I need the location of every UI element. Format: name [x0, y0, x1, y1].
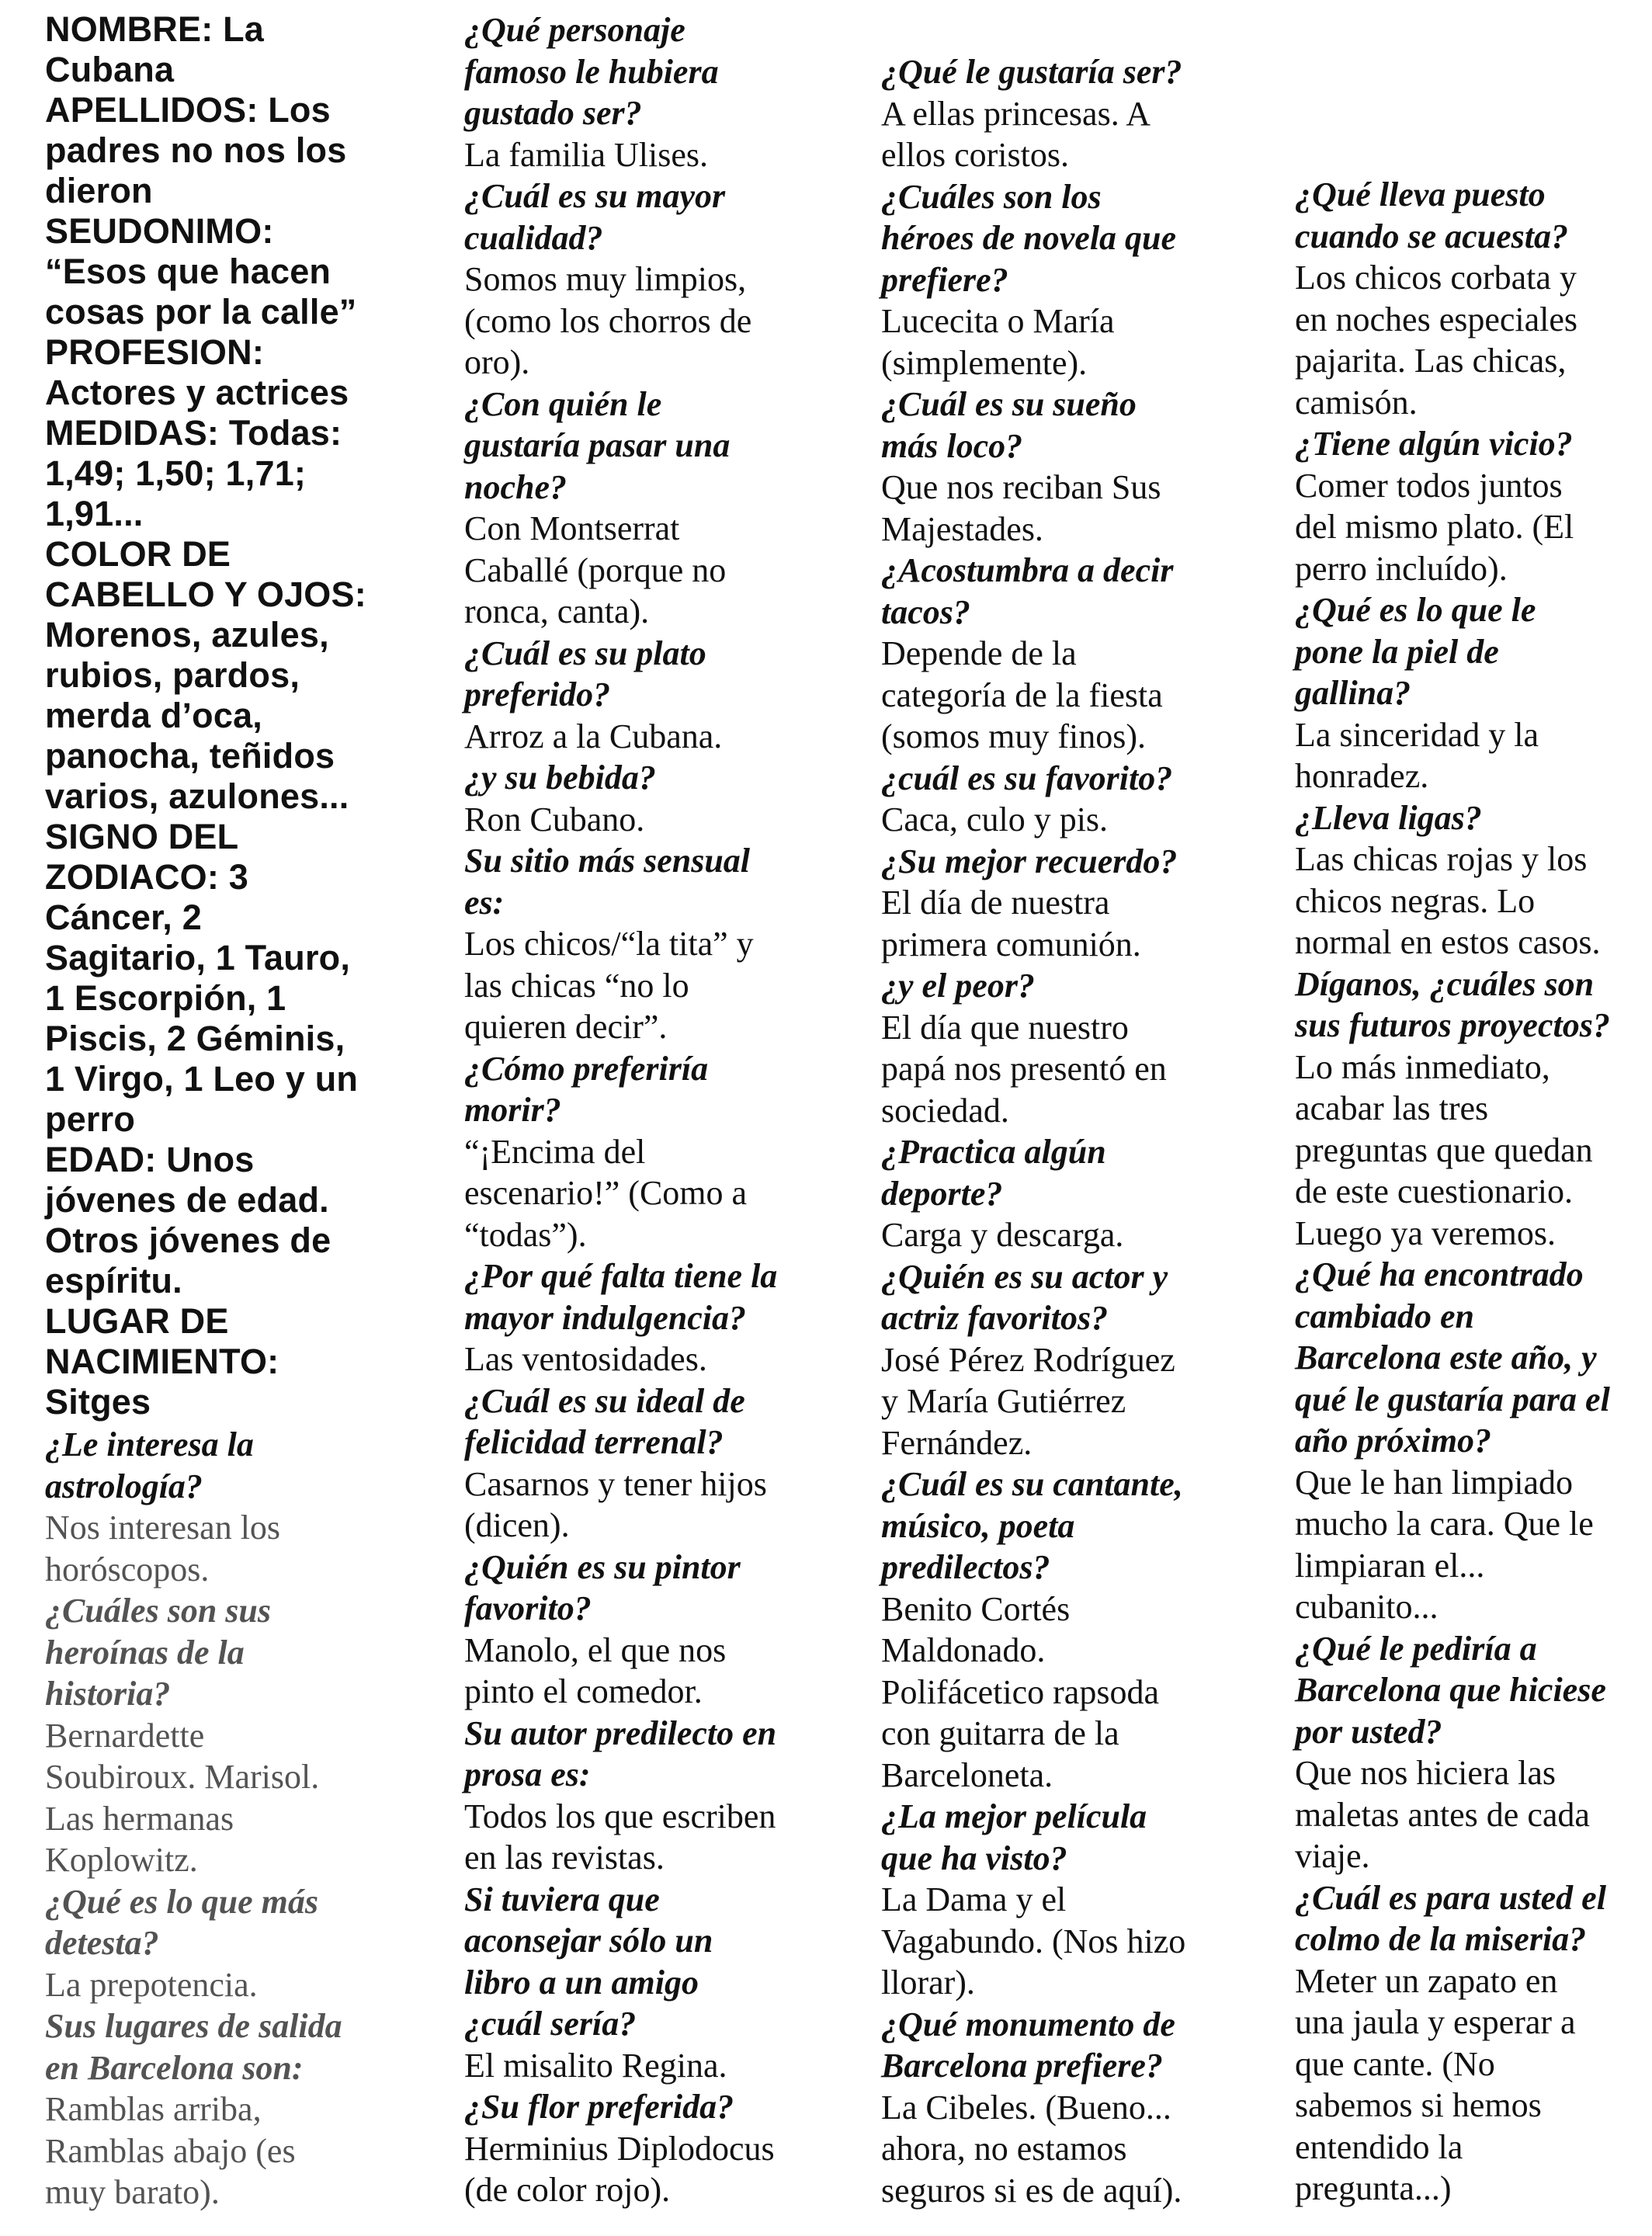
question: ¿Qué ha encontrado cambiado en Barcelona este año, y qué le gustaría para el año próximo? — [1295, 1255, 1610, 1460]
question: Díganos, ¿cuáles son sus futuros proyectos? — [1295, 964, 1610, 1044]
question: ¿Tiene algún vicio? — [1295, 425, 1573, 463]
answer: El día que nuestro papá nos presentó en sociedad. — [881, 1008, 1167, 1130]
question: ¿Cuál es su sueño más loco? — [881, 385, 1137, 465]
question: ¿Qué lleva puesto cuando se acuesta? — [1295, 175, 1568, 255]
answer: José Pérez Rodríguez y María Gutiérrez Fernández. — [881, 1340, 1175, 1462]
profile-lugar: LUGAR DE NACIMIENTO: Sitges — [45, 1301, 279, 1422]
profile-color: COLOR DE CABELLO Y OJOS: Morenos, azules, rubios, pardos, merda d’oca, panocha, teñidos varios, azulones... — [45, 534, 366, 816]
question: ¿Cómo preferiría morir? — [464, 1049, 709, 1129]
column-2 — [464, 9, 821, 2211]
answer: Que nos hiciera las maletas antes de cada viaje. — [1295, 1754, 1590, 1875]
answer: Somos muy limpios, (como los chorros de oro). — [464, 260, 752, 381]
profile-edad: EDAD: Unos jóvenes de edad. Otros jóvenes de espíritu. — [45, 1140, 331, 1300]
answer: Todos los que escriben en las revistas. — [464, 1797, 776, 1877]
answer: Lucecita o María (simplemente). — [881, 302, 1115, 382]
answer: Ron Cubano. — [464, 800, 645, 838]
answer: Arroz a la Cubana. — [464, 717, 723, 755]
profile-seudonimo: SEUDONIMO: “Esos que hacen cosas por la calle” — [45, 211, 357, 332]
profile-block — [45, 9, 387, 1422]
question: ¿cuál es su favorito? — [881, 759, 1173, 797]
question: ¿Practica algún deporte? — [881, 1133, 1106, 1213]
answer: Los chicos/“la tita” y las chicas “no lo quieren decir”. — [464, 925, 754, 1046]
question: ¿Lleva ligas? — [1295, 798, 1482, 837]
answer: Caca, culo y pis. — [881, 800, 1109, 838]
question: Su autor predilecto en prosa es: — [464, 1713, 777, 1793]
answer: Con Montserrat Caballé (porque no ronca, canta). — [464, 509, 727, 630]
qa-block-col1 — [45, 1424, 387, 2213]
column-4 — [1295, 174, 1644, 2210]
answer: La prepotencia. — [45, 1965, 258, 2004]
profile-medidas: MEDIDAS: Todas: 1,49; 1,50; 1,71; 1,91... — [45, 413, 342, 533]
question: ¿Su flor preferida? — [464, 2088, 734, 2126]
question: ¿Su mejor recuerdo? — [881, 842, 1178, 880]
question: Si tuviera que aconsejar sólo un libro a un amigo ¿cuál sería? — [464, 1880, 713, 2043]
question: ¿y el peor? — [881, 967, 1035, 1005]
question: ¿Cuáles son sus heroínas de la historia? — [45, 1592, 272, 1713]
question: ¿Qué personaje famoso le hubiera gustado ser? — [464, 11, 719, 132]
question: ¿Qué es lo que le pone la piel de gallina? — [1295, 591, 1536, 712]
question: Sus lugares de salida en Barcelona son: — [45, 2007, 342, 2087]
answer: El misalito Regina. — [464, 2046, 727, 2085]
answer: Las ventosidades. — [464, 1340, 707, 1378]
answer: Herminius Diplodocus (de color rojo). — [464, 2129, 775, 2209]
profile-nombre: NOMBRE: La Cubana — [45, 9, 264, 89]
question: ¿Cuáles son los héroes de novela que prefiere? — [881, 177, 1177, 299]
question: ¿Qué le pediría a Barcelona que hiciese por usted? — [1295, 1629, 1606, 1751]
answer: La sinceridad y la honradez. — [1295, 715, 1539, 795]
answer: La Cibeles. (Bueno... ahora, no estamos seguros si es de aquí). — [881, 2088, 1182, 2210]
question: ¿Cuál es su cantante, músico, poeta predilectos? — [881, 1465, 1183, 1586]
answer: Que nos reciban Sus Majestades. — [881, 468, 1161, 548]
answer: La familia Ulises. — [464, 135, 709, 174]
answer: Carga y descarga. — [881, 1216, 1124, 1254]
question: ¿Qué es lo que más detesta? — [45, 1882, 318, 1962]
column-3 — [881, 51, 1238, 2211]
answer: A ellas princesas. A ellos coristos. — [881, 94, 1151, 174]
answer: Los chicos corbata y en noches especiales pajarita. Las chicas, camisón. — [1295, 259, 1578, 422]
question: ¿Cuál es su ideal de felicidad terrenal? — [464, 1381, 745, 1461]
answer: Manolo, el que nos pinto el comedor. — [464, 1630, 727, 1710]
answer: El día de nuestra primera comunión. — [881, 884, 1141, 963]
answer: Depende de la categoría de la fiesta (somos muy finos). — [881, 634, 1163, 755]
answer: Bernardette Soubiroux. Marisol. Las hermanas Koplowitz. — [45, 1716, 320, 1879]
answer: Lo más inmediato, acabar las tres preguntas que quedan de este cuestionario. Luego ya veremos. — [1295, 1047, 1593, 1252]
answer: Ramblas arriba, Ramblas abajo (es muy barato). — [45, 2090, 296, 2211]
question: ¿Cuál es su plato preferido? — [464, 634, 706, 714]
profile-apellidos: APELLIDOS: Los padres no nos los dieron — [45, 90, 347, 210]
question: ¿Con quién le gustaría pasar una noche? — [464, 384, 731, 506]
answer: La Dama y el Vagabundo. (Nos hizo llorar). — [881, 1880, 1186, 2002]
question: ¿y su bebida? — [464, 759, 656, 797]
question: ¿La mejor película que ha visto? — [881, 1797, 1147, 1877]
question: Su sitio más sensual es: — [464, 842, 751, 922]
question: ¿Le interesa la astrología? — [45, 1425, 254, 1505]
answer: Casarnos y tener hijos (dicen). — [464, 1464, 767, 1544]
answer: Meter un zapato en una jaula y esperar a que cante. (No sabemos si hemos entendido la pregunta...) — [1295, 1961, 1576, 2207]
question: ¿Qué le gustaría ser? — [881, 53, 1182, 91]
answer: Benito Cortés Maldonado. Polifácetico rapsoda con guitarra de la Barceloneta. — [881, 1589, 1159, 1794]
column-1 — [45, 9, 387, 2213]
question: ¿Quién es su actor y actriz favoritos? — [881, 1257, 1168, 1337]
answer: Las chicas rojas y los chicos negras. Lo normal en estos casos. — [1295, 840, 1601, 961]
question: ¿Acostumbra a decir tacos? — [881, 551, 1174, 631]
question: ¿Cuál es para usted el colmo de la miseria? — [1295, 1878, 1606, 1958]
answer: “¡Encima del escenario!” (Como a “todas”). — [464, 1132, 748, 1254]
profile-signo: SIGNO DEL ZODIACO: 3 Cáncer, 2 Sagitario, 1 Tauro, 1 Escorpión, 1 Piscis, 2 Géminis, 1 Virgo, 1 Leo y un perro — [45, 817, 359, 1139]
question: ¿Cuál es su mayor cualidad? — [464, 177, 726, 257]
answer: Comer todos juntos del mismo plato. (El perro incluído). — [1295, 466, 1574, 588]
profile-profesion: PROFESION: Actores y actrices — [45, 332, 349, 412]
answer: Que le han limpiado mucho la cara. Que le limpiaran el... cubanito... — [1295, 1463, 1594, 1626]
answer: Nos interesan los horóscopos. — [45, 1509, 281, 1588]
question: ¿Quién es su pintor favorito? — [464, 1547, 741, 1627]
question: ¿Qué monumento de Barcelona prefiere? — [881, 2005, 1175, 2085]
question: ¿Por qué falta tiene la mayor indulgencia? — [464, 1257, 778, 1337]
